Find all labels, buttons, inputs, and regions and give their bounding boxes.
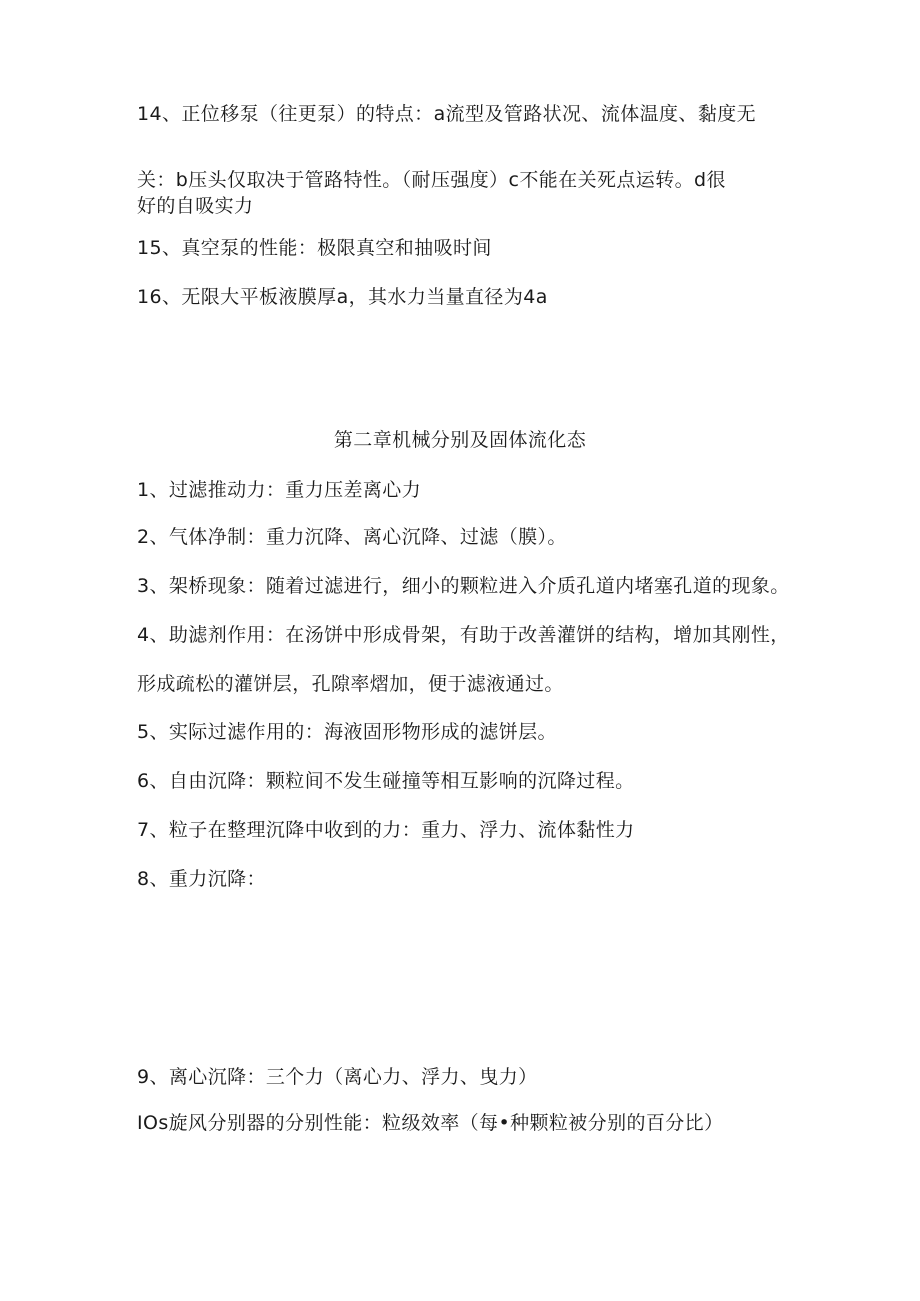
- item-15: 15、真空泵的性能：极限真空和抽吸时间: [137, 237, 492, 259]
- chapter2-item-2: 2、气体净制：重力沉降、离心沉降、过滤（膜）。: [137, 526, 567, 548]
- item-14-line-3: 好的自吸实力: [137, 195, 254, 217]
- item-14-line-1: 14、正位移泵（往更泵）的特点：a流型及管路状况、流体温度、黏度无: [137, 103, 757, 125]
- chapter2-item-1: 1、过滤推动力：重力压差离心力: [137, 479, 422, 501]
- chapter2-item-5: 5、实际过滤作用的：海液固形物形成的滤饼层。: [137, 721, 557, 743]
- item-14-line-2: 关：b压头仅取决于管路特性。（耐压强度）c不能在关死点运转。d很: [137, 169, 726, 191]
- chapter2-item-3: 3、架桥现象：随着过滤进行，细小的颗粒进入介质孔道内堵塞孔道的现象。: [137, 575, 790, 597]
- chapter2-item-9: 9、离心沉降：三个力（离心力、浮力、曳力）: [137, 1066, 538, 1088]
- chapter2-item-10: IOs旋风分别器的分别性能：粒级效率（每•种颗粒被分别的百分比）: [137, 1112, 724, 1134]
- chapter2-item-4-line-2: 形成疏松的灌饼层，孔隙率熠加，便于滤液通过。: [137, 673, 564, 695]
- chapter2-item-4-line-1: 4、助滤剂作用：在汤饼中形成骨架，有助于改善灌饼的结构，增加其刚性，: [137, 624, 790, 646]
- chapter2-item-7: 7、粒子在整理沉降中收到的力：重力、浮力、流体黏性力: [137, 819, 635, 841]
- item-16: 16、无限大平板液膜厚a，其水力当量直径为4a: [137, 286, 548, 308]
- chapter-title: 第二章机械分别及固体流化态: [333, 429, 587, 451]
- chapter2-item-8: 8、重力沉降：: [137, 868, 266, 890]
- chapter2-item-6: 6、自由沉降：颗粒间不发生碰撞等相互影响的沉降过程。: [137, 770, 635, 792]
